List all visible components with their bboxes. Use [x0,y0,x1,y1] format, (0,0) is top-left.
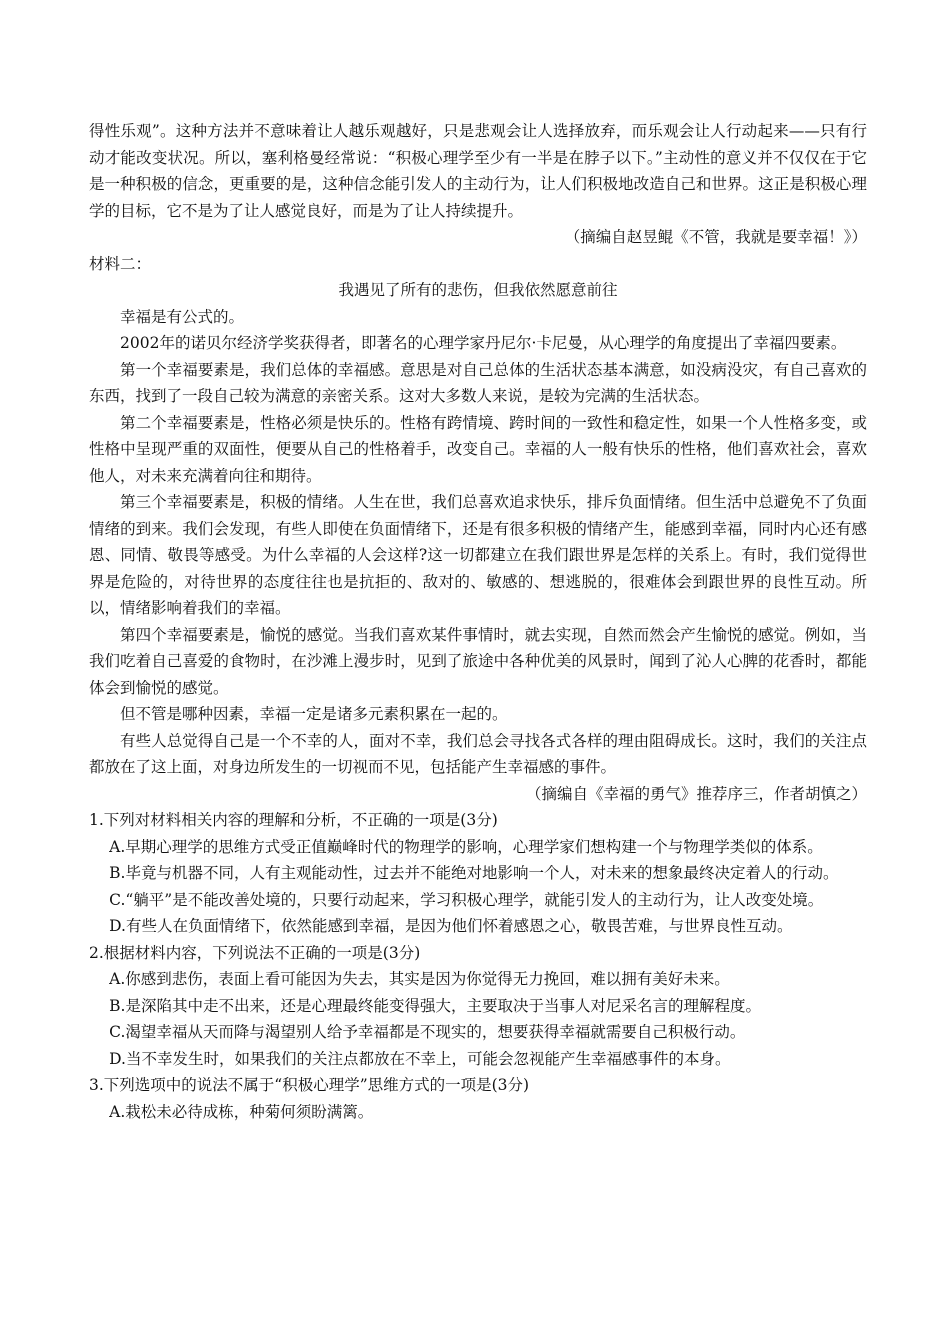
question-2-option-a[interactable]: A.你感到悲伤，表面上看可能因为失去，其实是因为你觉得无力挽回，难以拥有美好未来。 [109,970,730,988]
question-3-option-a[interactable]: A.栽松未必待成栋，种菊何须盼满篱。 [109,1102,374,1121]
question-1-stem: 1.下列对材料相关内容的理解和分析，不正确的一项是(3分) [89,811,498,829]
material2-paragraph: 第四个幸福要素是，愉悦的感觉。当我们喜欢某件事情时，就去实现，自然而然会产生愉悦的感觉。例如，当我们吃着自己喜爱的食物时，在沙滩上漫步时，见到了旅途中各种优美的风景时，闻到了沁人心脾的花香时，都能体会到愉悦的感觉。 [89,625,867,697]
question-2-stem: 2.根据材料内容，下列说法不正确的一项是(3分) [89,943,421,962]
material2-paragraph: 第一个幸福要素是，我们总体的幸福感。意思是对自己总体的生活状态基本满意，如没病没灾，有自己喜欢的东西，找到了一段自己较为满意的亲密关系。这对大多数人来说，是较为完满的生活状态。 [89,360,867,405]
material2-paragraph: 有些人总觉得自己是一个不幸的人，面对不幸，我们总会寻找各式各样的理由阻碍成长。这时，我们的关注点都放在了这上面，对身边所发生的一切视而不见，包括能产生幸福感的事件。 [89,731,867,776]
page-content [89,118,867,1125]
material2-source: （摘编自《幸福的勇气》推荐序三，作者胡慎之） [525,784,867,803]
question-1-option-a[interactable]: A.早期心理学的思维方式受正值巅峰时代的物理学的影响，心理学家们想构建一个与物理学类似的体系。 [109,837,823,856]
material2-paragraph: 第二个幸福要素是，性格必须是快乐的。性格有跨情境、跨时间的一致性和稳定性，如果一个人性格多变，或性格中呈现严重的双面性，便要从自己的性格着手，改变自己。幸福的人一般有快乐的性格，他们喜欢社会，喜欢他人，对未来充满着向往和期待。 [89,413,867,485]
material2-paragraph: 2002年的诺贝尔经济学奖获得者，即著名的心理学家丹尼尔·卡尼曼，从心理学的角度提出了幸福四要素。 [120,334,847,352]
question-1-option-c[interactable]: C.“躺平”是不能改善处境的，只要行动起来，学习积极心理学，就能引发人的主动行为，让人改变处境。 [109,890,824,909]
material2-paragraph: 幸福是有公式的。 [120,307,245,326]
question-1-option-d[interactable]: D.有些人在负面情绪下，依然能感到幸福，是因为他们怀着感恩之心，敬畏苦难，与世界良性互动。 [109,917,793,935]
question-2-option-d[interactable]: D.当不幸发生时，如果我们的关注点都放在不幸上，可能会忽视能产生幸福感事件的本身。 [109,1049,731,1068]
material2-title: 我遇见了所有的悲伤，但我依然愿意前往 [338,281,618,299]
material1-closing-paragraph: 得性乐观”。这种方法并不意味着让人越乐观越好，只是悲观会让人选择放弃，而乐观会让人行动起来——只有行动才能改变状况。所以，塞利格曼经常说：“积极心理学至少有一半是在脖子以下。”主动性的意义并不仅仅在于它是一种积极的信念，更重要的是，这种信念能引发人的主动行为，让人们积极地改造自己和世界。这正是积极心理学的目标，它不是为了让人感觉良好，而是为了让人持续提升。 [89,122,867,220]
material2-paragraph: 但不管是哪种因素，幸福一定是诸多元素积累在一起的。 [120,705,508,723]
question-3-stem: 3.下列选项中的说法不属于“积极心理学”思维方式的一项是(3分) [89,1076,530,1094]
material1-source: （摘编自赵昱鲲《不管，我就是要幸福！》） [564,228,867,246]
question-1-option-b[interactable]: B.毕竟与机器不同，人有主观能动性，过去并不能绝对地影响一个人，对未来的想象最终决定着人的行动。 [109,864,839,882]
question-2-option-c[interactable]: C.渴望幸福从天而降与渴望别人给予幸福都是不现实的，想要获得幸福就需要自己积极行动。 [109,1023,746,1041]
question-2-option-b[interactable]: B.是深陷其中走不出来，还是心理最终能变得强大，主要取决于当事人对尼采名言的理解程度。 [109,996,761,1015]
material2-label: 材料二： [89,254,152,273]
material2-paragraph: 第三个幸福要素是，积极的情绪。人生在世，我们总喜欢追求快乐，排斥负面情绪。但生活中总避免不了负面情绪的到来。我们会发现，有些人即使在负面情绪下，还是有很多积极的情绪产生，能感到幸福，同时内心还有感恩、同情、敬畏等感受。为什么幸福的人会这样?这一切都建立在我们跟世界是怎样的关系上。有时，我们觉得世界是危险的，对待世界的态度往往也是抗拒的、敌对的、敏感的、想逃脱的，很难体会到跟世界的良性互动。所以，情绪影响着我们的幸福。 [89,493,867,617]
